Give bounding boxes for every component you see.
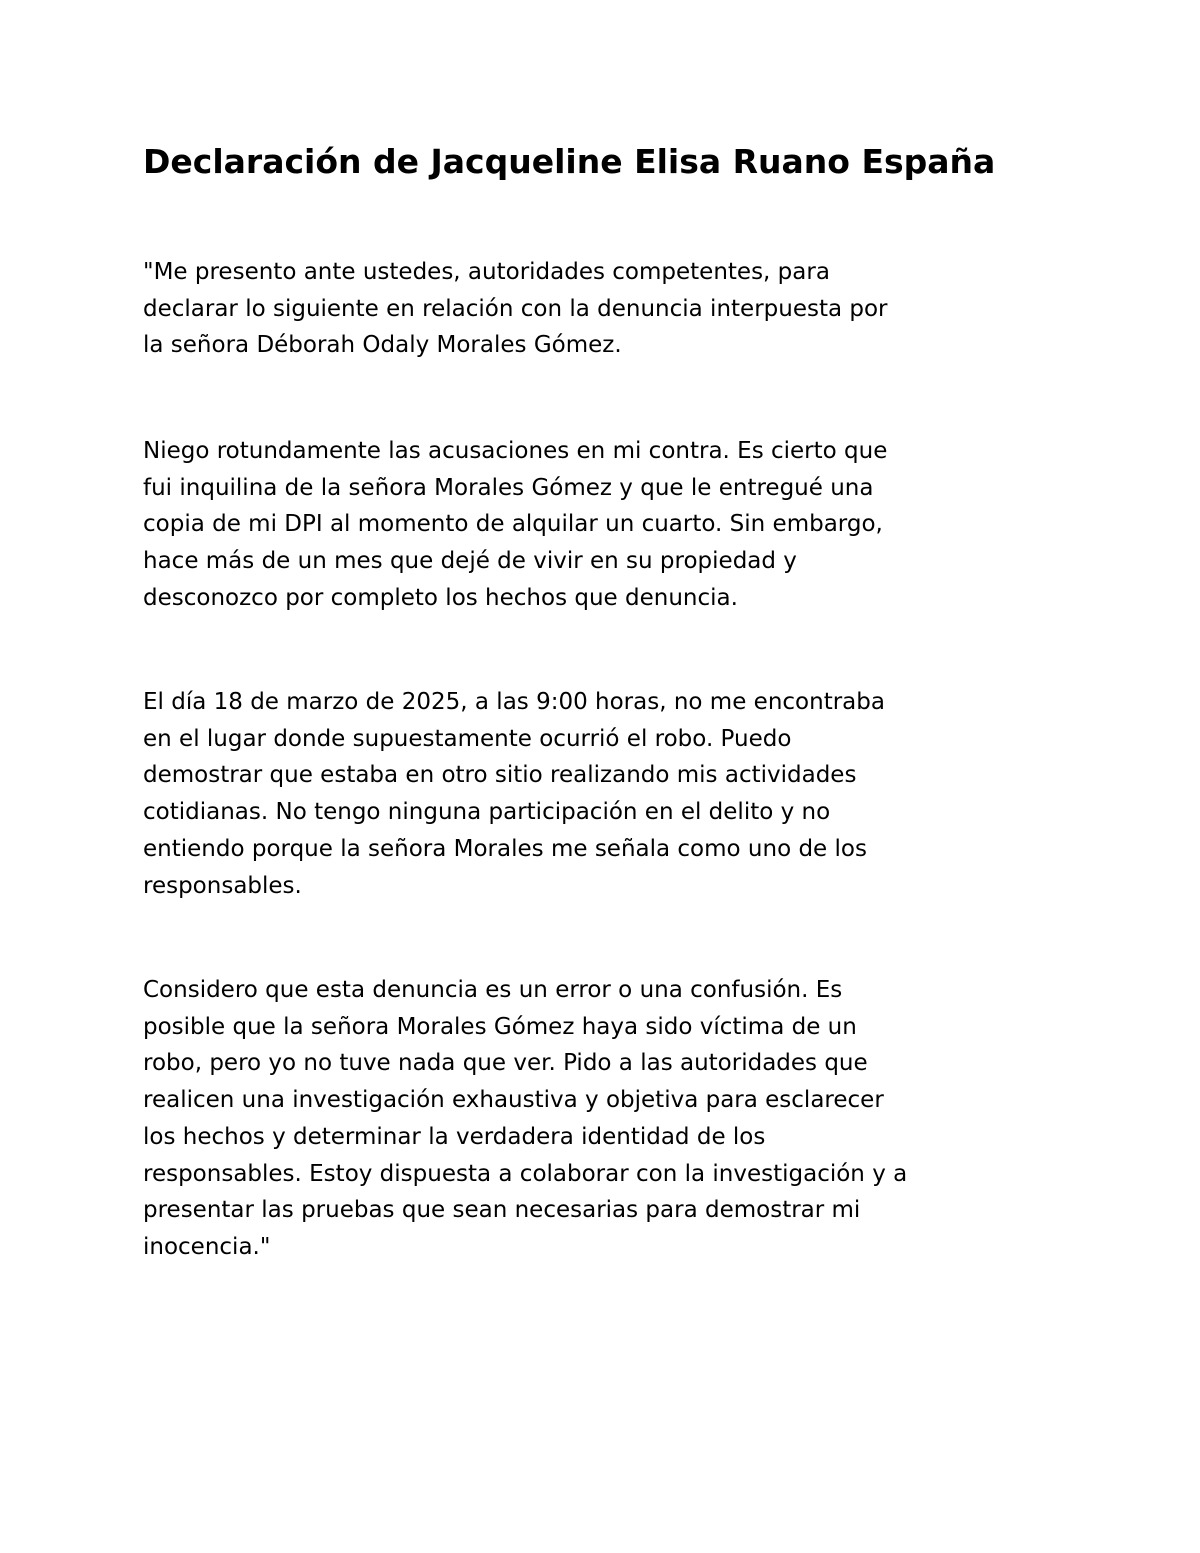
text-line: desconozco por completo los hechos que denuncia. xyxy=(143,584,738,611)
text-line: cotidianas. No tengo ninguna participación en el delito y no xyxy=(143,799,831,826)
paragraph-2 xyxy=(143,433,1063,617)
text-line: El día 18 de marzo de 2025, a las 9:00 horas, no me encontraba xyxy=(143,689,885,715)
text-line: "Me presento ante ustedes, autoridades competentes, para xyxy=(143,259,830,285)
text-line: Considero que esta denuncia es un error o una confusión. Es xyxy=(143,977,843,1003)
text-line: declarar lo siguiente en relación con la denuncia interpuesta por xyxy=(143,295,888,322)
text-line: en el lugar donde supuestamente ocurrió el robo. Puedo xyxy=(143,725,792,752)
text-line: realicen una investigación exhaustiva y objetiva para esclarecer xyxy=(143,1087,884,1114)
text-line: presentar las pruebas que sean necesarias para demostrar mi xyxy=(143,1197,861,1224)
text-line: fui inquilina de la señora Morales Gómez y que le entregué una xyxy=(143,474,874,501)
text-line: hace más de un mes que dejé de vivir en su propiedad y xyxy=(143,548,797,575)
document-title: Declaración de Jacqueline Elisa Ruano España xyxy=(143,142,996,181)
text-line: la señora Déborah Odaly Morales Gómez. xyxy=(143,332,622,359)
paragraph-4 xyxy=(143,972,1063,1266)
text-line: inocencia." xyxy=(143,1233,271,1260)
paragraph-1 xyxy=(143,254,1063,364)
text-line: responsables. Estoy dispuesta a colaborar con la investigación y a xyxy=(143,1160,908,1187)
text-line: los hechos y determinar la verdadera identidad de los xyxy=(143,1123,766,1150)
paragraph-3 xyxy=(143,684,1063,904)
text-line: robo, pero yo no tuve nada que ver. Pido a las autoridades que xyxy=(143,1050,868,1077)
text-line: posible que la señora Morales Gómez haya sido víctima de un xyxy=(143,1013,857,1040)
text-line: entiendo porque la señora Morales me señala como uno de los xyxy=(143,835,867,862)
text-line: responsables. xyxy=(143,872,302,899)
text-line: copia de mi DPI al momento de alquilar un cuarto. Sin embargo, xyxy=(143,511,883,538)
text-line: demostrar que estaba en otro sitio realizando mis actividades xyxy=(143,762,857,789)
text-line: Niego rotundamente las acusaciones en mi contra. Es cierto que xyxy=(143,438,888,464)
